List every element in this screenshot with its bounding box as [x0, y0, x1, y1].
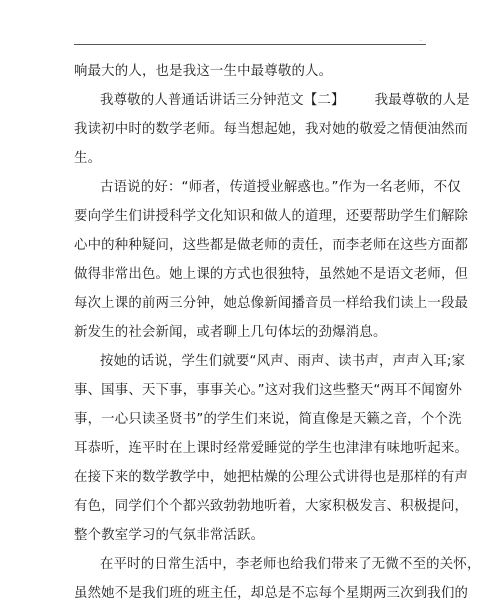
paragraph-line: 心中的种种疑问，这些都是做老师的责任，而李老师在这些方面都	[74, 238, 469, 253]
paragraph-line: 我读初中时的数学老师。每当想起她，我对她的敬爱之情便油然而	[74, 122, 469, 137]
paragraph-line: 古语说的好：“师者，传道授业解惑也。”作为一名老师，不仅	[100, 180, 461, 195]
paragraph-line: 新发生的社会新闻，或者聊上几句体坛的劲爆消息。	[74, 325, 387, 340]
paragraph-line: 虽然她不是我们班的班主任，却总是不忘每个星期两三次到我们的	[74, 586, 469, 601]
paragraph-line: 生。	[74, 151, 102, 166]
paragraph-line: 按她的话说，学生们就要“风声、雨声、读书声，声声入耳;家	[100, 354, 466, 369]
paragraph-line: 有色，同学们个个都兴致勃勃地听着，大家积极发言、积极提问，	[74, 499, 469, 514]
paragraph-line: 做得非常出色。她上课的方式也很独特，虽然她不是语文老师，但	[74, 267, 469, 282]
section-title-line	[74, 86, 470, 115]
header-rule	[74, 44, 426, 45]
paragraph-line: 事、国事、天下事，事事关心。”这对我们这些整天“两耳不闻窗外	[74, 383, 463, 398]
section-title: 我尊敬的人普通话讲话三分钟范文【二】	[100, 93, 345, 108]
paragraph-line: 在接下来的数学教学中，她把枯燥的公理公式讲得也是那样的有声	[74, 470, 469, 485]
paragraph-line: 每次上课的前两三分钟，她总像新闻播音员一样给我们读上一段最	[74, 296, 469, 311]
document-body	[74, 57, 481, 608]
paragraph-line: 响最大的人，也是我这一生中最尊敬的人。	[74, 64, 333, 79]
paragraph-line: 耳恭听，连平时在上课时经常爱睡觉的学生也津津有味地听起来。	[74, 441, 469, 456]
paragraph-line: 在平时的日常生活中，李老师也给我们带来了无微不至的关怀，	[100, 557, 481, 572]
paragraph-line: 事，一心只读圣贤书”的学生们来说，简直像是天籁之音，个个洗	[74, 412, 462, 427]
paragraph-line: 整个教室学习的气氛非常活跃。	[74, 528, 265, 543]
paragraph-line: 要向学生们讲授科学文化知识和做人的道理，还要帮助学生们解除	[74, 209, 469, 224]
header-mark: .	[420, 36, 422, 43]
paragraph-start: 我最尊敬的人是	[374, 93, 470, 108]
